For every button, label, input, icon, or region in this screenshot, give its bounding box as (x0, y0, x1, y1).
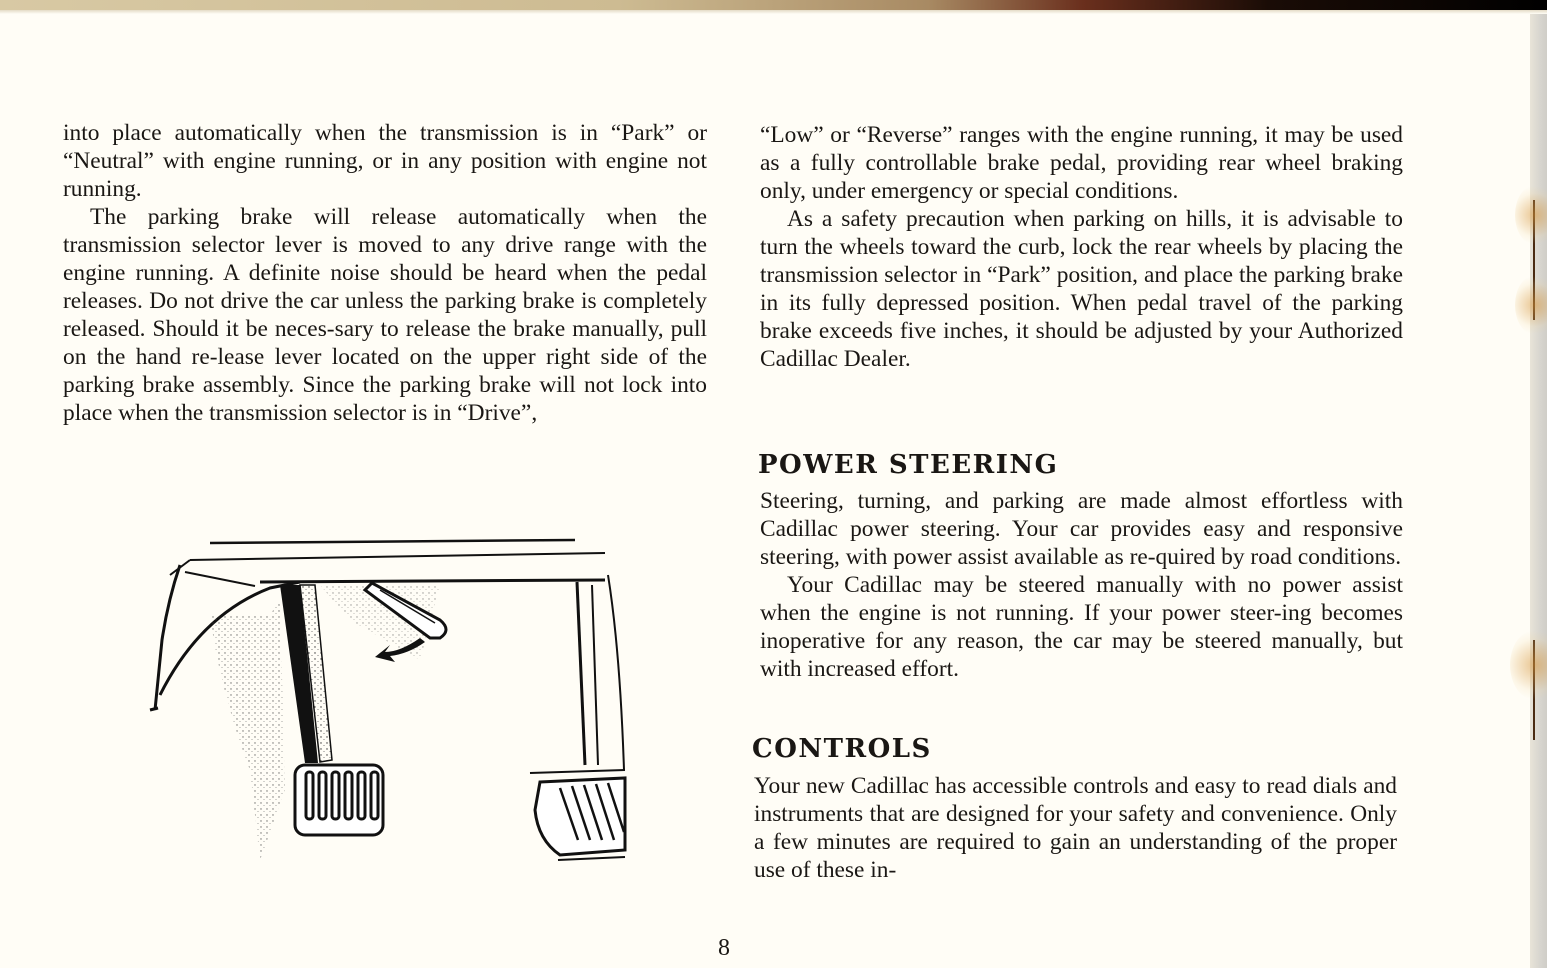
paragraph: Your new Cadillac has accessible controls and easy to read dials and instruments that are designed for your safety and convenience. Only a few minutes are required to gain an understanding of the proper use of these in- (754, 773, 1397, 883)
page-top-shadow (0, 10, 1547, 14)
paragraph: into place automatically when the transmission is in “Park” or “Neutral” with engine running, or in any position with engine not running. (63, 120, 707, 202)
age-stain (1515, 185, 1547, 245)
parking-brake-illustration (140, 520, 640, 880)
age-stain (1510, 630, 1547, 700)
parking-brake-pedal-icon (140, 520, 640, 880)
age-stain (1515, 275, 1547, 335)
paragraph: “Low” or “Reverse” ranges with the engine running, it may be used as a fully controllable brake pedal, providing rear wheel braking only, under emergency or special conditions. (760, 122, 1403, 204)
controls-text (754, 772, 1397, 884)
right-column-continuation (760, 121, 1403, 373)
paragraph: The parking brake will release automatically when the transmission selector lever is moved to any drive range with the engine running. A definite noise should be heard when the pedal releases. Do not drive the car unless the parking brake is completely released. Should it be neces-sary to release the brake manually, pull on the hand re-lease lever located on the upper right side of the parking brake assembly. Since the parking brake will not lock into place when the transmission selector is in “Drive”, (63, 204, 707, 426)
page-number: 8 (718, 935, 730, 961)
page-top-edge (0, 0, 1547, 10)
power-steering-text (760, 487, 1403, 683)
page-right-edge (1530, 14, 1547, 968)
paragraph: Steering, turning, and parking are made almost effortless with Cadillac power steering. Your car provides easy and responsive steering, with power assist available as re-quired by road conditions. (760, 488, 1403, 570)
left-column-text (63, 119, 707, 427)
paragraph: Your Cadillac may be steered manually with no power assist when the engine is not running. If your power steer-ing becomes inoperative for any reason, the car may be steered manually, but with increased effort. (760, 572, 1403, 682)
paragraph: As a safety precaution when parking on hills, it is advisable to turn the wheels toward the curb, lock the rear wheels by placing the transmission selector in “Park” position, and place the parking brake in its fully depressed position. When pedal travel of the parking brake exceeds five inches, it should be adjusted by your Authorized Cadillac Dealer. (760, 206, 1403, 372)
section-heading-controls: CONTROLS (752, 734, 932, 764)
section-heading-power-steering: POWER STEERING (758, 450, 1059, 480)
